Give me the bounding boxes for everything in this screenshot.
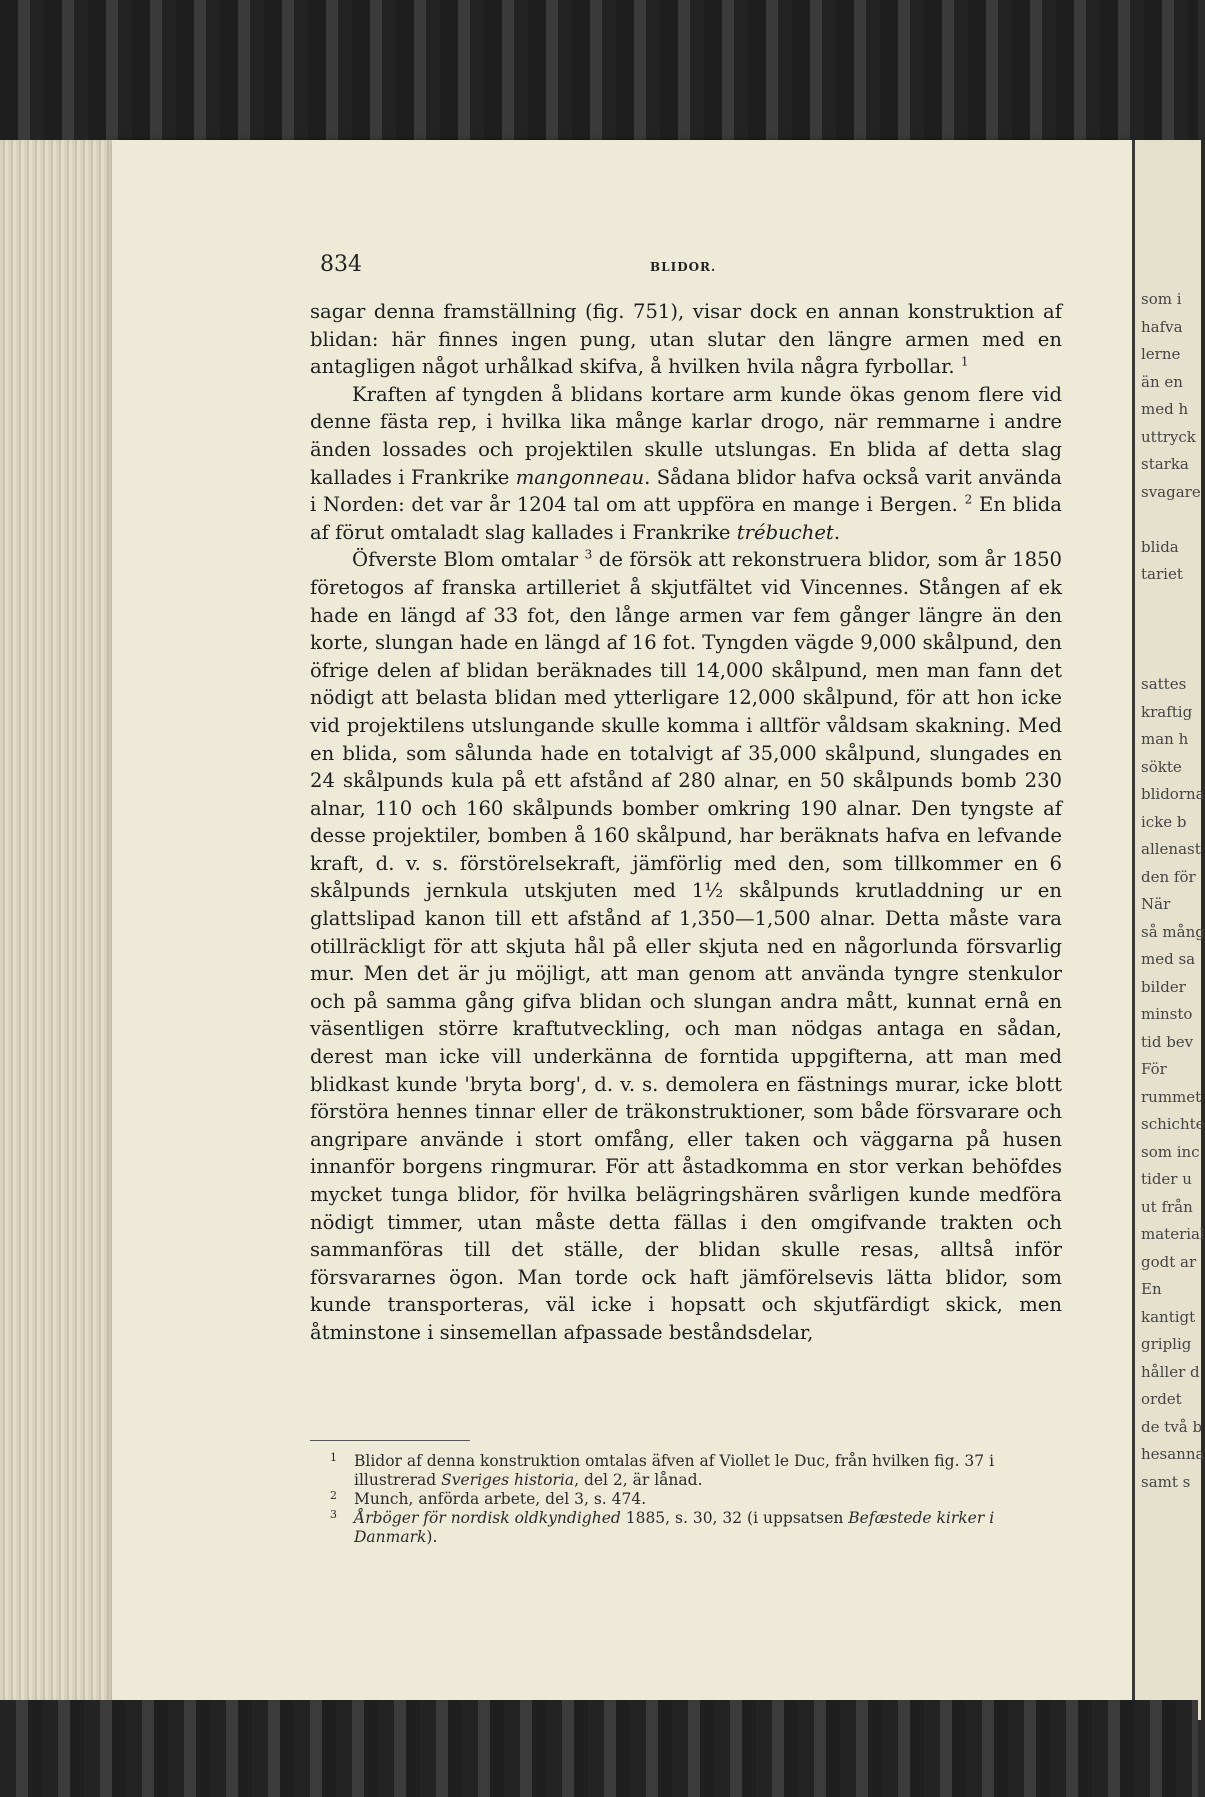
italic-text: Sveriges historia — [441, 1471, 575, 1489]
page-header — [320, 252, 1080, 282]
footnote-mark: 3 — [330, 1508, 337, 1521]
next-page-fragment: sattes — [1141, 675, 1187, 693]
text-run: Munch, anförda arbete, del 3, s. 474. — [354, 1490, 647, 1508]
text-run: Öfverste Blom omtalar — [352, 548, 585, 572]
background-fabric-top — [0, 0, 1198, 150]
next-page-fragment: hafva — [1141, 317, 1183, 336]
next-page-fragment: kantigt — [1141, 1307, 1196, 1326]
next-page-fragment: sökte — [1141, 757, 1182, 776]
next-page-fragment: När — [1141, 895, 1171, 913]
text-run: . Sådana blidor hafva också varit använda i Norden: det var år 1204 tal om att uppföra en mange i Bergen. — [310, 465, 1062, 517]
next-page-fragment: samt s — [1141, 1472, 1191, 1491]
next-page-fragment: de två b — [1141, 1417, 1203, 1436]
next-page-fragment: den för — [1141, 867, 1196, 886]
next-page-fragment: minsto — [1141, 1005, 1193, 1023]
text-run: ). — [426, 1528, 438, 1546]
italic-text: Årböger för nordisk oldkyndighed — [354, 1509, 621, 1527]
footnote-divider — [310, 1440, 470, 1441]
next-page-fragment: ut från — [1141, 1197, 1193, 1216]
next-page-fragment: tider u — [1141, 1170, 1192, 1188]
footnote-reference: 3 — [584, 547, 593, 562]
next-page-fragment: med h — [1141, 400, 1189, 418]
footnote — [330, 1490, 1060, 1509]
next-page-fragment: svagare — [1141, 482, 1201, 501]
paragraph — [310, 381, 1062, 547]
next-page-fragment: allenast — [1141, 840, 1201, 858]
next-page-fragment: ordet — [1141, 1390, 1182, 1408]
next-page-fragment: blidorna — [1141, 785, 1205, 803]
paragraph — [310, 546, 1062, 1346]
footnotes — [330, 1452, 1060, 1547]
next-page-fragment: godt ar — [1141, 1252, 1197, 1271]
italic-text: trébuchet — [736, 520, 834, 544]
italic-text: Befæstede kirker i Danmark — [354, 1509, 995, 1546]
footnote — [330, 1452, 1060, 1490]
next-page-fragment: För — [1141, 1060, 1167, 1078]
next-page-fragment: blida — [1141, 537, 1179, 556]
next-page-fragment: icke b — [1141, 812, 1187, 831]
footnote-reference: 2 — [964, 492, 973, 507]
background-fabric-bottom — [0, 1700, 1198, 1797]
next-page-fragment: som inc — [1141, 1142, 1200, 1161]
footnote-mark: 1 — [330, 1451, 337, 1464]
next-page-fragment: schichte — [1141, 1115, 1205, 1133]
text-run: Kraften af tyngden å blidans kortare arm kunde ökas genom flere vid denne fästa rep, i hvilka lika månge karlar drogo, när remmarne i andre änden lossades och projektilen skulle utslungas. En blida af detta slag kallades i Frankrike — [310, 382, 1062, 489]
page-number: 834 — [320, 252, 362, 277]
italic-text: mangonneau — [515, 465, 645, 489]
text-run: Blidor af denna konstruktion omtalas äfven af Viollet le Duc, från hvilken fig. 37 i illustrerad — [354, 1452, 995, 1489]
next-page-fragment: med sa — [1141, 950, 1196, 968]
next-page-fragment: som i — [1141, 290, 1182, 308]
next-page-fragment: tid bev — [1141, 1032, 1194, 1051]
footnote — [330, 1509, 1060, 1547]
book-page-edges — [0, 140, 120, 1720]
next-page-fragment: så mång — [1141, 922, 1205, 941]
next-page-fragment: uttryck — [1141, 427, 1196, 446]
body-text — [310, 298, 1062, 1347]
next-page-fragment: än en — [1141, 372, 1183, 391]
next-page-sliver — [1132, 140, 1205, 1720]
next-page-fragment: griplig — [1141, 1335, 1192, 1353]
paragraph — [310, 298, 1062, 381]
next-page-fragment: bilder — [1141, 977, 1186, 996]
next-page-fragment: hesanna — [1141, 1445, 1205, 1463]
next-page-fragment: rummet — [1141, 1087, 1202, 1106]
text-run: 1885, s. 30, 32 (i uppsatsen — [620, 1509, 849, 1527]
text-run: sagar denna framställning (fig. 751), visar dock en annan konstruktion af blidan: här finnes ingen pung, utan slutar den längre armen med en antagligen något urhålkad skifva, å hvilken hvila några fyrbollar. — [310, 300, 1062, 379]
next-page-fragment: tariet — [1141, 565, 1183, 583]
next-page-fragment: håller d — [1141, 1362, 1200, 1381]
text-run: , del 2, är lånad. — [574, 1471, 703, 1489]
next-page-fragment: starka — [1141, 455, 1189, 473]
text-run: . — [833, 520, 841, 544]
next-page-fragment: En — [1141, 1280, 1162, 1298]
next-page-fragment: material — [1141, 1225, 1205, 1243]
text-run: de försök att rekonstruera blidor, som år 1850 företogos af franska artilleriet å skjutfältet vid Vincennes. Stången af ek hade en längd af 33 fot, den långe armen var fem gånger längre än den korte, slungan hade en längd af 16 fot. Tyngden vägde 9,000 skålpund, den öfrige delen af blidan beräknades till 14,000 skålpund, men man fann det nödigt att belasta blidan med ytterligare 12,000 skålpund, för att hon icke vid projektilens utslungande skulle komma i alltför våldsam skakning. Med en blida, som sålunda hade en totalvigt af 35,000 skålpund, slungades en 24 skålpunds kula på ett afstånd af 280 alnar, en 50 skålpunds bomb 230 alnar, 110 och 160 skålpunds bomber omkring 190 alnar. Den tyngste af desse projektiler, bomben å 160 skålpund, har beräknats hafva en lefvande kraft, d. v. s. förstörelsekraft, jämförlig med den, som tillkommer en 6 skålpunds jernkula utskjuten med 1½ skålpunds krutladdning ur en glattslipad kanon till ett afstånd af 1,350—1,500 alnar. Detta måste vara otillräckligt för att skjuta hål på eller skjuta ned en någorlunda försvarlig mur. Men det är ju möjligt, att man genom att använda tyngre stenkulor och på samma gång gifva blidan och slungan andra mått, kunnat ernå en väsentligen större kraftutveckling, och man nödgas antaga en sådan, derest man icke vill underkänna de forntida uppgifterna, att man med blidkast kunde 'bryta borg', d. v. s. demolera en fästnings murar, icke blott förstöra hennes tinnar eller de träkonstruktioner, som både försvarare och angripare använde i stort omfång, eller taken och väggarna på husen innanför borgens ringmurar. För att åstadkomma en stor verkan behöfdes mycket tunga blidor, för hvilka belägringshären svårligen kunde medföra nödigt timmer, utan måste detta fällas i den omgifvande trakten och sammanföras till det ställe, der blidan skulle resas, alltså inför försvararnes ögon. Man torde ock haft jämförelsevis lätta blidor, som kunde transporteras, väl icke i hopsatt och skjutfärdigt skick, men åtminstone i sinsemellan afpassade beståndsdelar, — [310, 548, 1062, 1344]
next-page-fragment: kraftig — [1141, 702, 1193, 721]
running-head: BLIDOR. — [650, 260, 717, 274]
footnote-mark: 2 — [330, 1489, 337, 1502]
next-page-fragment: lerne — [1141, 345, 1181, 363]
next-page-fragment: man h — [1141, 730, 1189, 748]
footnote-reference: 1 — [960, 354, 969, 369]
text-run: En blida af förut omtaladt slag kallades i Frankrike — [310, 493, 1062, 544]
